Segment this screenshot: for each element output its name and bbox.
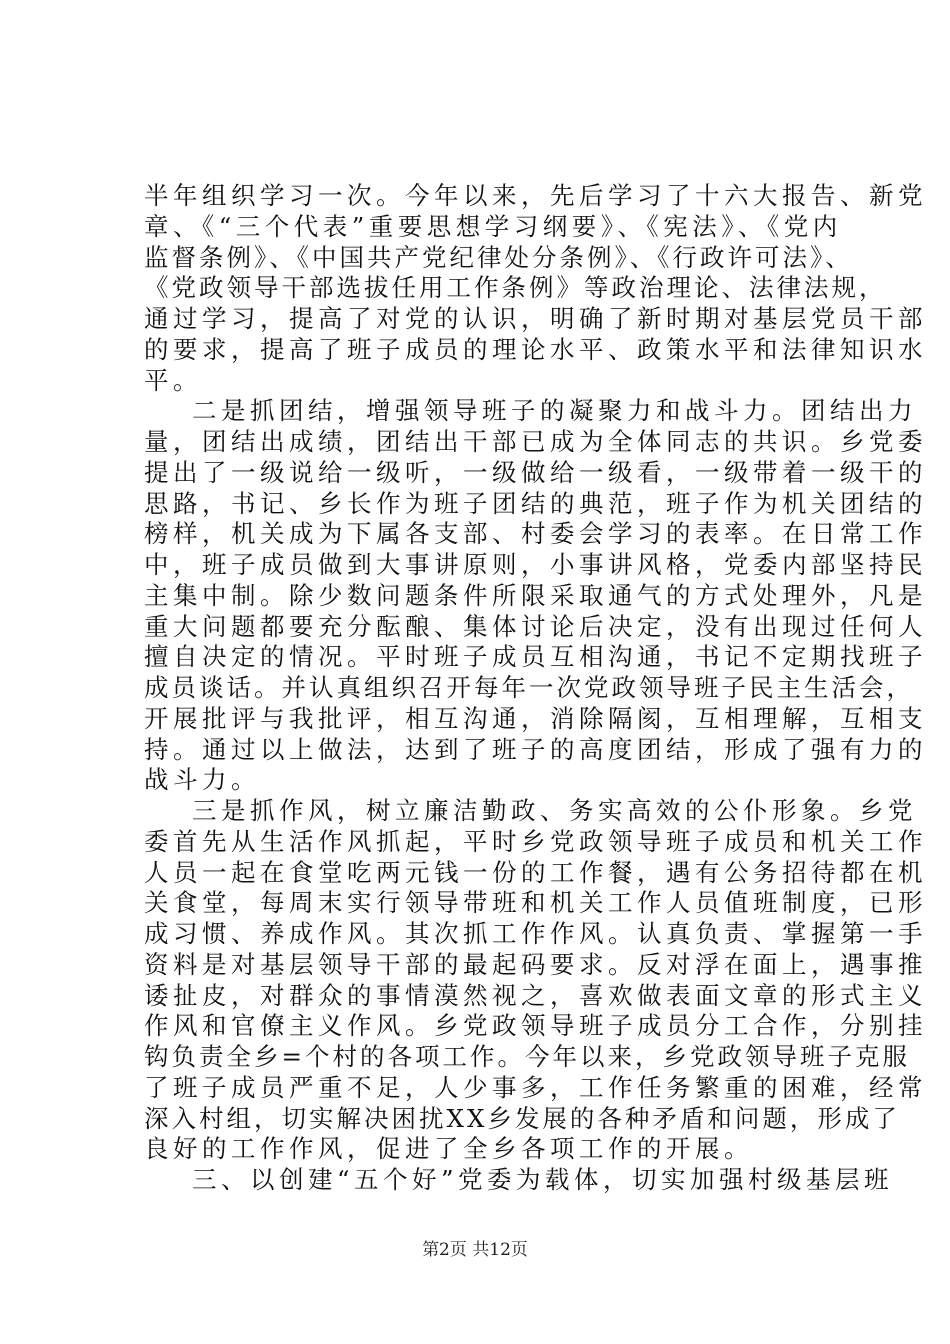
paragraph-3-line: 诿扯皮，对群众的事情漠然视之，喜欢做表面文章的形式主义 (144, 981, 927, 1010)
paragraph-3-line: 资料是对基层领导干部的最起码要求。反对浮在面上，遇事推 (144, 950, 927, 979)
paragraph-3-line: 深入村组，切实解决困扰XX乡发展的各种矛盾和问题，形成了 (144, 1104, 900, 1133)
paragraph-2-line: 持。通过以上做法，达到了班子的高度团结，形成了强有力的 (144, 735, 927, 764)
paragraph-3-line: 三是抓作风，树立廉洁勤政、务实高效的公仆形象。乡党 (192, 796, 917, 825)
paragraph-3-line: 委首先从生活作风抓起，平时乡党政领导班子成员和机关工作 (144, 827, 927, 856)
paragraph-4-line: 三、以创建“五个好”党委为载体，切实加强村级基层班 (192, 1165, 894, 1194)
page-footer: 第2页 共12页 (422, 1240, 528, 1260)
paragraph-2-line: 成员谈话。并认真组织召开每年一次党政领导班子民主生活会， (144, 673, 914, 702)
paragraph-2-line: 战斗力。 (144, 765, 260, 794)
paragraph-3-line: 作风和官僚主义作风。乡党政领导班子成员分工合作，分别挂 (144, 1011, 927, 1040)
paragraph-1-line: 平。 (144, 366, 202, 395)
paragraph-2-line: 榜样，机关成为下属各支部、村委会学习的表率。在日常工作 (144, 519, 927, 548)
paragraph-3-line: 良好的工作作风，促进了全乡各项工作的开展。 (144, 1134, 753, 1163)
paragraph-1-line: 通过学习，提高了对党的认识，明确了新时期对基层党员干部 (144, 304, 927, 333)
paragraph-2-line: 开展批评与我批评，相互沟通，消除隔阂，互相理解，互相支 (144, 704, 927, 733)
paragraph-1-line: 的要求，提高了班子成员的理论水平、政策水平和法律知识水 (144, 335, 927, 364)
paragraph-2-line: 二是抓团结，增强领导班子的凝聚力和战斗力。团结出力 (192, 396, 917, 425)
paragraph-3-line: 关食堂，每周末实行领导带班和机关工作人员值班制度，已形 (144, 888, 927, 917)
paragraph-3-line: 了班子成员严重不足，人少事多，工作任务繁重的困难，经常 (144, 1073, 927, 1102)
paragraph-2-line: 量，团结出成绩，团结出干部已成为全体同志的共识。乡党委 (144, 427, 927, 456)
paragraph-3-line: 钩负责全乡=个村的各项工作。今年以来，乡党政领导班子克服 (144, 1042, 911, 1071)
paragraph-2-line: 思路，书记、乡长作为班子团结的典范，班子作为机关团结的 (144, 489, 927, 518)
paragraph-1-line: 监督条例》、《中国共产党纪律处分条例》、《行政许可法》、 (144, 243, 853, 272)
paragraph-2-line: 擅自决定的情况。平时班子成员互相沟通，书记不定期找班子 (144, 642, 927, 671)
paragraph-2-line: 中，班子成员做到大事讲原则，小事讲风格，党委内部坚持民 (144, 550, 927, 579)
paragraph-2-line: 主集中制。除少数问题条件所限采取通气的方式处理外，凡是 (144, 581, 927, 610)
paragraph-3-line: 人员一起在食堂吃两元钱一份的工作餐，遇有公务招待都在机 (144, 858, 927, 887)
paragraph-3-line: 成习惯、养成作风。其次抓工作作风。认真负责、掌握第一手 (144, 919, 927, 948)
paragraph-1-line: 半年组织学习一次。今年以来，先后学习了十六大报告、新党 (144, 181, 927, 210)
paragraph-1-line: 《党政领导干部选拔任用工作条例》等政治理论、法律法规， (144, 273, 887, 302)
paragraph-2-line: 提出了一级说给一级听，一级做给一级看，一级带着一级干的 (144, 458, 927, 487)
paragraph-2-line: 重大问题都要充分酝酿、集体讨论后决定，没有出现过任何人 (144, 612, 927, 641)
paragraph-1-line: 章、《“三个代表”重要思想学习纲要》、《宪法》、《党内 (144, 212, 842, 241)
